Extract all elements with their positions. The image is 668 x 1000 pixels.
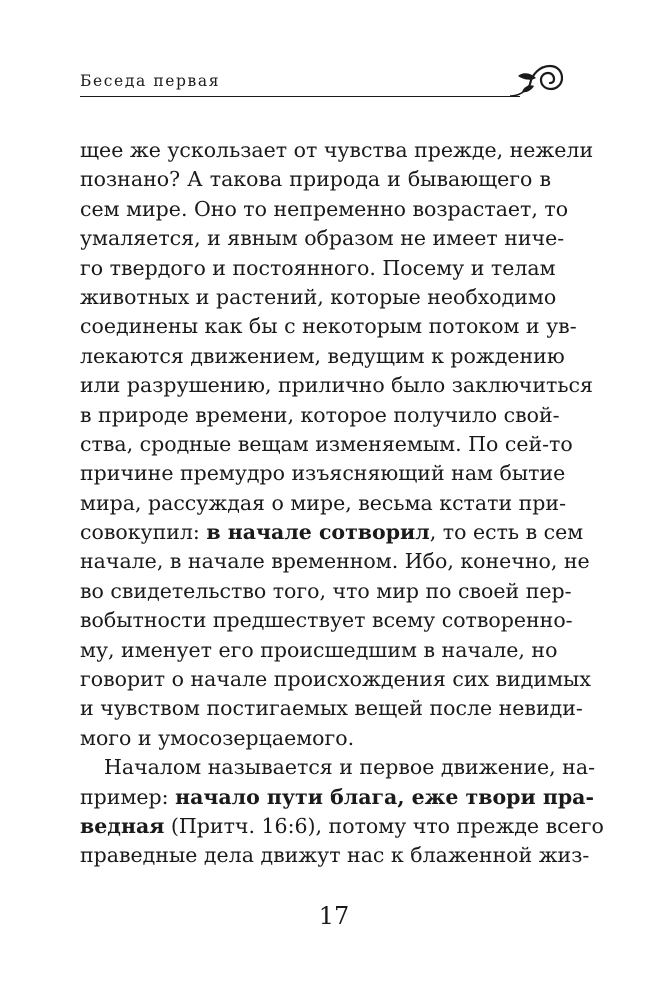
text-run: в природе времени, которое получило свой- [80, 402, 560, 427]
running-title: Беседа первая [80, 72, 221, 90]
text-run: во свидетельство того, что мир по своей пер- [80, 578, 572, 603]
text-line [80, 694, 583, 723]
text-line [80, 636, 558, 665]
text-line [80, 224, 565, 253]
text-line [80, 430, 573, 459]
text-line [80, 724, 551, 753]
text-line [80, 753, 595, 782]
text-run: сем мире. Оно то непременно возрастает, то [80, 196, 569, 221]
text-line [80, 606, 573, 635]
text-line [80, 342, 565, 371]
text-run: го твердого и постоянного. Посему и телам [80, 255, 556, 280]
header-rule [80, 96, 520, 97]
bold-quotation: начало пути блага, еже твори пра- [175, 784, 594, 809]
text-run: совокупил: [80, 520, 207, 545]
text-run: му, именует его происшедшим в начале, но [80, 637, 558, 662]
text-line [80, 312, 577, 341]
text-line [80, 577, 572, 606]
text-run: щее же ускользает от чувства прежде, нежели [80, 138, 594, 162]
text-line [80, 489, 567, 518]
text-run: и чувством постигаемых вещей после невиди- [80, 696, 583, 721]
text-line [80, 283, 557, 312]
text-line [80, 254, 556, 283]
text-run: праведные дела движут нас к блаженной жиз- [80, 843, 590, 868]
text-line [80, 665, 591, 694]
text-line [80, 783, 594, 812]
text-run: вобытности предшествует всему сотворенно- [80, 608, 573, 633]
text-run: познано? А такова природа и бывающего в [80, 167, 551, 192]
text-line [80, 195, 569, 224]
text-run: , то есть в сем [429, 520, 584, 545]
text-run: мого и умосозерцаемого. [80, 725, 355, 750]
text-line [80, 841, 590, 870]
text-run: соединены как бы с некоторым потоком и ув- [80, 314, 577, 339]
text-run: животных и растений, которые необходимо [80, 284, 557, 309]
text-run: Началом называется и первое движение, на- [104, 755, 595, 780]
running-head [80, 72, 548, 102]
body-text [80, 136, 604, 871]
text-line [80, 812, 604, 841]
bold-quotation: в начале сотворил [206, 520, 430, 545]
text-run: говорит о начале происхождения сих видимых [80, 667, 591, 692]
text-line [80, 547, 590, 576]
text-run: или разрушению, прилично было заключиться [80, 373, 593, 398]
text-run: мира, рассуждая о мире, весьма кстати при- [80, 490, 567, 515]
bold-quotation: ведная [80, 813, 165, 838]
text-line [80, 518, 584, 547]
text-line [80, 165, 551, 194]
text-run: причине премудро изъясняющий нам бытие [80, 461, 566, 486]
text-line [80, 459, 566, 488]
text-line [80, 401, 560, 430]
text-run: умаляется, и явным образом не имеет ниче- [80, 226, 565, 251]
page-number: 17 [318, 902, 350, 930]
text-run: начале, в начале временном. Ибо, конечно, не [80, 549, 590, 574]
text-line [80, 371, 593, 400]
text-run: ства, сродные вещам изменяемым. По сей-то [80, 431, 573, 456]
text-run: пример: [80, 784, 176, 809]
text-line [80, 136, 594, 165]
text-run: лекаются движением, ведущим к рождению [80, 343, 565, 368]
swirl-leaf-ornament-icon [506, 60, 564, 100]
text-run: (Притч. 16:6), потому что прежде всего [164, 813, 604, 838]
